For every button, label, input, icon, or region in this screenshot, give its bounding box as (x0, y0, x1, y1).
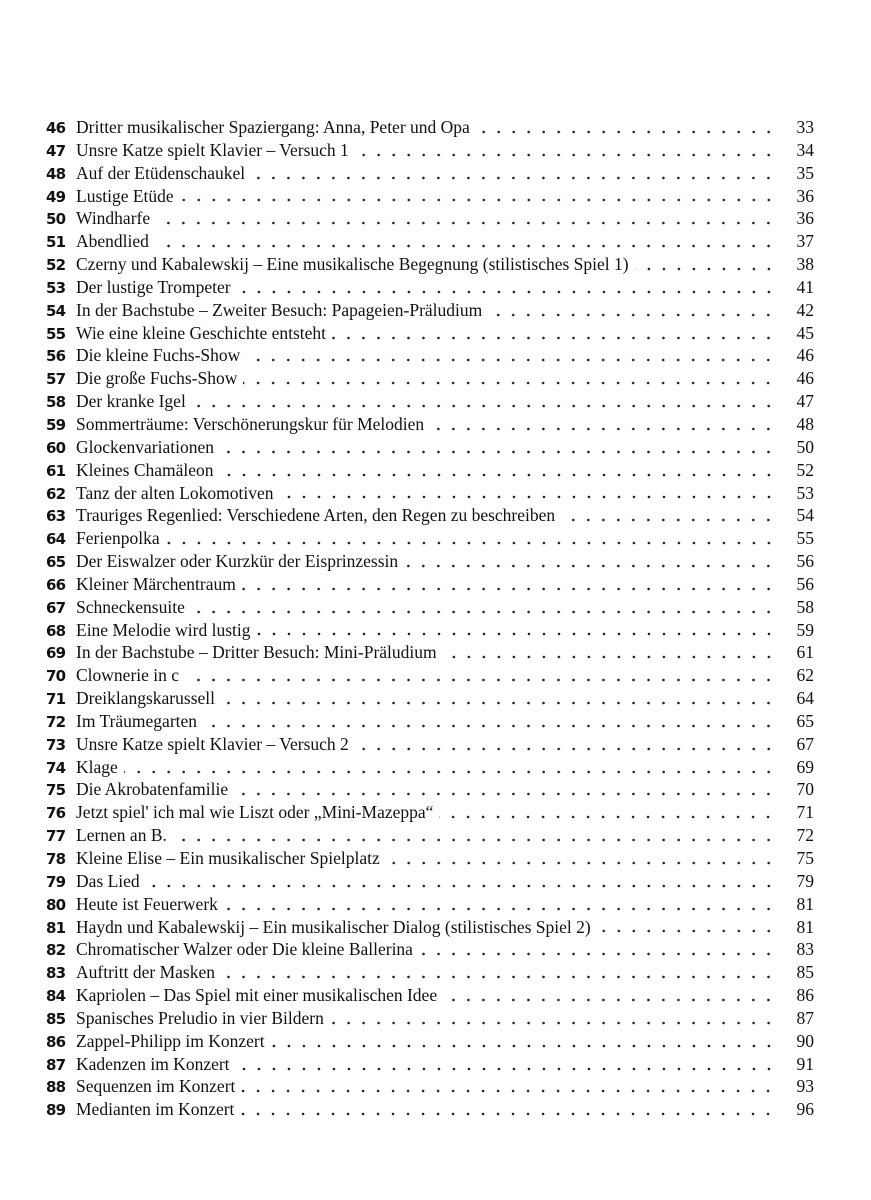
entry-page-number: 69 (796, 756, 814, 777)
entry-title: Lernen an B. (76, 825, 167, 846)
toc-entry (46, 938, 814, 961)
entry-page-number: 81 (796, 893, 814, 914)
toc-entry (46, 801, 814, 824)
dot-leader (430, 427, 776, 431)
dot-leader (224, 907, 776, 911)
entry-title: Haydn und Kabalewskij – Ein musikalischer Dialog (stilistisches Spiel 2) (76, 916, 591, 937)
entry-page-number: 52 (796, 459, 814, 480)
entry-title: Im Träumegarten (76, 710, 198, 731)
dot-leader (166, 541, 776, 545)
dot-leader (330, 1021, 776, 1025)
entry-number: 71 (46, 690, 66, 709)
entry-title: Tanz der alten Lokomotiven (76, 482, 274, 503)
toc-entry (46, 916, 814, 939)
entry-number: 56 (46, 347, 66, 366)
entry-title: Klage (76, 756, 118, 777)
entry-title: Spanisches Preludio in vier Bildern (76, 1007, 324, 1028)
entry-page-number: 38 (796, 254, 814, 275)
dot-leader (271, 1044, 776, 1048)
entry-page-number: 61 (796, 642, 814, 663)
entry-page-number: 42 (796, 299, 814, 320)
entry-page-number: 34 (796, 139, 814, 160)
entry-title: Auftritt der Masken (76, 962, 215, 983)
toc-entry (46, 847, 814, 870)
toc-entry (46, 344, 814, 367)
entry-number: 55 (46, 324, 66, 343)
entry-number: 66 (46, 575, 66, 594)
toc-entry (46, 824, 814, 847)
entry-page-number: 41 (796, 276, 814, 297)
toc-entry (46, 482, 814, 505)
entry-title: Czerny und Kabalewskij – Eine musikalische Begegnung (stilistisches Spiel 1) (76, 254, 629, 275)
entry-number: 68 (46, 621, 66, 640)
toc-entry (46, 961, 814, 984)
entry-title: Der Eiswalzer oder Kurzkür der Eisprinzessin (76, 551, 399, 572)
entry-title: Die Akrobatenfamilie (76, 779, 229, 800)
entry-title: Abendlied (76, 231, 149, 252)
entry-number: 50 (46, 210, 66, 229)
dot-leader (242, 587, 776, 591)
entry-number: 73 (46, 735, 66, 754)
entry-title: Trauriges Regenlied: Verschiedene Arten, den Regen zu beschreiben (76, 505, 556, 526)
entry-title: Medianten im Konzert (76, 1099, 235, 1120)
toc-entry (46, 756, 814, 779)
toc-entry (46, 527, 814, 550)
toc-entry (46, 390, 814, 413)
entry-title: Der kranke Igel (76, 391, 186, 412)
entry-page-number: 54 (796, 505, 814, 526)
toc-entry (46, 1007, 814, 1030)
entry-number: 72 (46, 712, 66, 731)
entry-page-number: 50 (796, 436, 814, 457)
entry-title: Kleiner Märchentraum (76, 573, 236, 594)
entry-number: 47 (46, 141, 66, 160)
toc-entry (46, 299, 814, 322)
entry-page-number: 56 (796, 573, 814, 594)
entry-number: 78 (46, 850, 66, 868)
toc-entry (46, 253, 814, 276)
entry-number: 77 (46, 827, 66, 846)
entry-number: 75 (46, 781, 66, 800)
toc-entry (46, 619, 814, 642)
entry-page-number: 67 (796, 733, 814, 754)
entry-title: Chromatischer Walzer oder Die kleine Ballerina (76, 939, 413, 960)
entry-number: 86 (46, 1032, 66, 1051)
entry-title: Kadenzen im Konzert (76, 1053, 230, 1074)
entry-number: 74 (46, 758, 66, 777)
entry-title: Ferienpolka (76, 528, 160, 549)
entry-number: 51 (46, 233, 66, 252)
dot-leader (191, 610, 776, 614)
entry-title: In der Bachstube – Zweiter Besuch: Papageien-Präludium (76, 299, 483, 320)
entry-page-number: 36 (796, 208, 814, 229)
toc-entry (46, 459, 814, 482)
entry-title: Kleines Chamäleon (76, 459, 214, 480)
dot-leader (257, 632, 777, 636)
entry-number: 76 (46, 804, 66, 823)
dot-leader (220, 473, 776, 477)
dot-leader (246, 358, 776, 362)
entry-number: 63 (46, 507, 66, 526)
entry-title: Glockenvariationen (76, 436, 215, 457)
toc-entry (46, 162, 814, 185)
entry-page-number: 45 (796, 322, 814, 343)
entry-number: 83 (46, 964, 66, 983)
entry-page-number: 93 (796, 1076, 814, 1097)
entry-page-number: 59 (796, 619, 814, 640)
entry-number: 85 (46, 1009, 66, 1028)
entry-page-number: 87 (796, 1007, 814, 1028)
dot-leader (180, 198, 776, 202)
entry-page-number: 96 (796, 1099, 814, 1120)
toc-entry (46, 436, 814, 459)
entry-title: Schneckensuite (76, 596, 185, 617)
dot-leader (561, 518, 776, 522)
entry-title: Auf der Etüdenschaukel (76, 162, 246, 183)
entry-number: 81 (46, 918, 66, 937)
entry-title: Die große Fuchs-Show (76, 368, 238, 389)
entry-title: Unsre Katze spielt Klavier – Versuch 2 (76, 733, 349, 754)
entry-number: 65 (46, 553, 66, 572)
dot-leader (234, 792, 776, 796)
entry-page-number: 81 (796, 916, 814, 937)
entry-number: 69 (46, 644, 66, 663)
entry-page-number: 37 (796, 231, 814, 252)
entry-number: 62 (46, 484, 66, 503)
dot-leader (236, 1067, 776, 1071)
entry-page-number: 47 (796, 391, 814, 412)
entry-page-number: 72 (796, 825, 814, 846)
entry-page-number: 91 (796, 1053, 814, 1074)
toc-entry (46, 687, 814, 710)
dot-leader (124, 770, 776, 774)
dot-leader (488, 313, 776, 317)
toc-entry (46, 641, 814, 664)
entry-title: Die kleine Fuchs-Show (76, 345, 241, 366)
entry-number: 87 (46, 1055, 66, 1074)
entry-number: 58 (46, 393, 66, 412)
toc-entry (46, 413, 814, 436)
dot-leader (597, 929, 776, 933)
table-of-contents (46, 116, 814, 1121)
toc-entry (46, 367, 814, 390)
entry-number: 52 (46, 256, 66, 275)
dot-leader (404, 564, 776, 568)
toc-entry (46, 710, 814, 733)
dot-leader (156, 221, 776, 225)
toc-entry (46, 230, 814, 253)
entry-number: 60 (46, 438, 66, 457)
entry-page-number: 83 (796, 939, 814, 960)
entry-title: Dreiklangskarussell (76, 688, 215, 709)
toc-entry (46, 1030, 814, 1053)
toc-entry (46, 664, 814, 687)
toc-entry (46, 185, 814, 208)
entry-page-number: 58 (796, 596, 814, 617)
dot-leader (220, 450, 776, 454)
entry-page-number: 71 (796, 802, 814, 823)
entry-title: Eine Melodie wird lustig (76, 619, 251, 640)
toc-entry (46, 733, 814, 756)
toc-entry (46, 276, 814, 299)
toc-entry (46, 778, 814, 801)
entry-title: Der lustige Trompeter (76, 276, 231, 297)
toc-entry (46, 870, 814, 893)
entry-page-number: 55 (796, 528, 814, 549)
dot-leader (355, 747, 776, 751)
entry-page-number: 62 (796, 665, 814, 686)
entry-number: 57 (46, 370, 66, 389)
entry-title: In der Bachstube – Dritter Besuch: Mini-Präludium (76, 642, 437, 663)
dot-leader (355, 153, 776, 157)
toc-entry (46, 550, 814, 573)
entry-page-number: 46 (796, 345, 814, 366)
entry-page-number: 86 (796, 985, 814, 1006)
toc-entry (46, 893, 814, 916)
toc-entry (46, 116, 814, 139)
toc-entry (46, 139, 814, 162)
entry-page-number: 64 (796, 688, 814, 709)
entry-number: 54 (46, 301, 66, 320)
entry-page-number: 79 (796, 870, 814, 891)
dot-leader (443, 998, 776, 1002)
dot-leader (243, 381, 776, 385)
dot-leader (155, 244, 776, 248)
dot-leader (332, 336, 776, 340)
entry-title: Sequenzen im Konzert (76, 1076, 236, 1097)
entry-title: Lustige Etüde (76, 185, 174, 206)
dot-leader (237, 290, 776, 294)
entry-title: Wie eine kleine Geschichte entsteht (76, 322, 327, 343)
entry-page-number: 70 (796, 779, 814, 800)
entry-number: 53 (46, 278, 66, 297)
dot-leader (173, 838, 776, 842)
dot-leader (443, 655, 776, 659)
entry-number: 48 (46, 164, 66, 183)
entry-number: 84 (46, 987, 66, 1006)
toc-entry (46, 322, 814, 345)
entry-number: 49 (46, 187, 66, 206)
toc-entry (46, 984, 814, 1007)
entry-page-number: 90 (796, 1030, 814, 1051)
dot-leader (419, 952, 776, 956)
entry-title: Kleine Elise – Ein musikalischer Spielplatz (76, 848, 380, 868)
dot-leader (203, 724, 776, 728)
dot-leader (439, 815, 776, 819)
entry-number: 70 (46, 667, 66, 686)
dot-leader (221, 701, 776, 705)
toc-entry (46, 1053, 814, 1076)
dot-leader (241, 1089, 776, 1093)
entry-page-number: 36 (796, 185, 814, 206)
entry-number: 88 (46, 1078, 66, 1097)
entry-title: Dritter musikalischer Spaziergang: Anna, Peter und Opa (76, 117, 470, 137)
dot-leader (146, 884, 776, 888)
entry-number: 46 (46, 119, 66, 137)
dot-leader (476, 130, 776, 134)
entry-title: Clownerie in c (76, 665, 180, 686)
entry-number: 64 (46, 530, 66, 549)
entry-page-number: 56 (796, 551, 814, 572)
toc-entry (46, 207, 814, 230)
entry-number: 89 (46, 1101, 66, 1120)
dot-leader (185, 678, 776, 682)
entry-page-number: 65 (796, 710, 814, 731)
dot-leader (280, 495, 776, 499)
entry-title: Windharfe (76, 208, 151, 229)
dot-leader (221, 975, 776, 979)
toc-entry (46, 504, 814, 527)
dot-leader (192, 404, 776, 408)
entry-title: Jetzt spiel' ich mal wie Liszt oder „Mini-Mazeppa“ (76, 802, 434, 823)
dot-leader (635, 267, 776, 271)
entry-page-number: 85 (796, 962, 814, 983)
entry-title: Kapriolen – Das Spiel mit einer musikalischen Idee (76, 985, 438, 1006)
toc-entry (46, 573, 814, 596)
dot-leader (386, 861, 776, 865)
toc-entry (46, 1098, 814, 1121)
entry-page-number: 46 (796, 368, 814, 389)
entry-page-number: 35 (796, 162, 814, 183)
entry-title: Zappel-Philipp im Konzert (76, 1030, 265, 1051)
entry-page-number: 33 (796, 117, 814, 137)
toc-entry (46, 1075, 814, 1098)
entry-number: 82 (46, 941, 66, 960)
entry-title: Heute ist Feuerwerk (76, 893, 218, 914)
entry-number: 59 (46, 415, 66, 434)
entry-number: 79 (46, 872, 66, 891)
entry-page-number: 48 (796, 413, 814, 434)
entry-number: 61 (46, 461, 66, 480)
entry-title: Das Lied (76, 870, 140, 891)
entry-number: 67 (46, 598, 66, 617)
entry-page-number: 75 (796, 848, 814, 868)
entry-title: Unsre Katze spielt Klavier – Versuch 1 (76, 139, 349, 160)
dot-leader (251, 176, 776, 180)
entry-title: Sommerträume: Verschönerungskur für Melodien (76, 413, 425, 434)
dot-leader (240, 1112, 776, 1116)
entry-page-number: 53 (796, 482, 814, 503)
entry-number: 80 (46, 895, 66, 914)
toc-entry (46, 596, 814, 619)
